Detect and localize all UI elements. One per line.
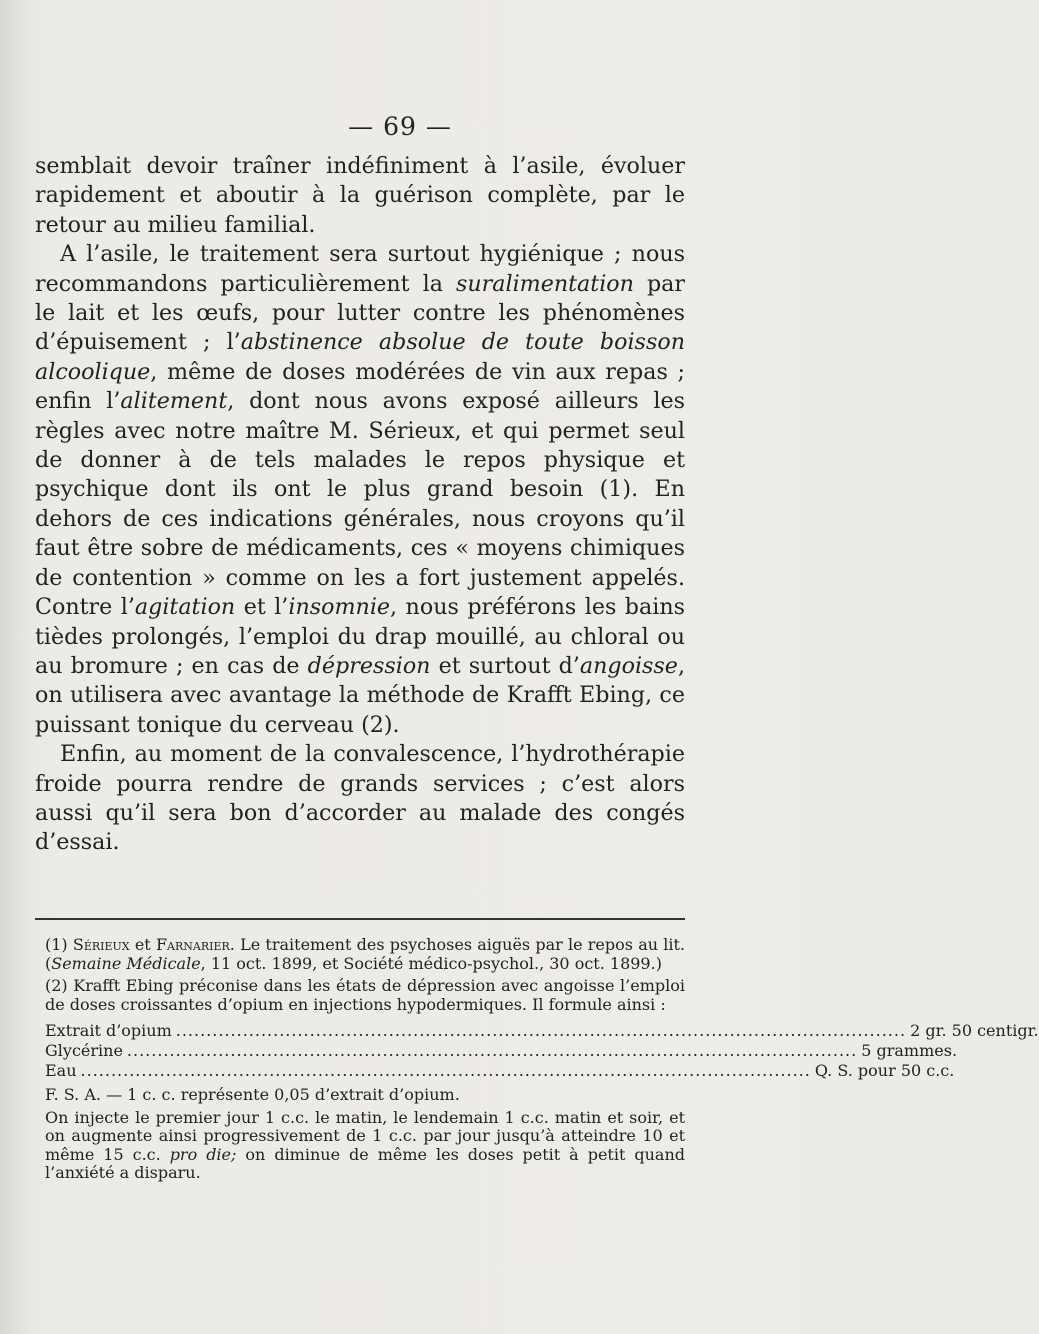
text-run: (2) Krafft Ebing préconise dans les états de dépression avec angoisse l’emploi de doses croissantes d’opium en injections hypodermiques. Il formule ainsi : [45, 976, 685, 1014]
ingredient-name: Extrait d’opium [45, 1021, 172, 1040]
italic-text: Semaine Médicale [51, 953, 201, 973]
text-run: Enfin, au moment de la convalescence, l’hydrothérapie froide pourra rendre de grands services ; c’est alors aussi qu’il sera bon d’accorder au malade des congés d’essai. [35, 741, 685, 856]
footnotes [45, 935, 1039, 1187]
text-run: . Le traitement des psychoses aiguës par le repos au lit. ( [45, 935, 685, 973]
formula-row [45, 1041, 958, 1062]
footnote [45, 1109, 685, 1183]
main-text [35, 152, 685, 858]
text-run: par le lait et les œufs, pour lutter contre les phénomènes d’épuisement ; l’ [35, 270, 686, 356]
italic-text: dépression [307, 652, 431, 679]
footnote-rule [35, 918, 685, 920]
formula-row [45, 1021, 1039, 1042]
author-name: Sérieux [72, 935, 130, 954]
formula-row [45, 1061, 955, 1082]
text-run: , on utilisera avec avantage la méthode de Krafft Ebing, ce puissant tonique du cerveau (2). [35, 652, 685, 738]
text-run: , dont nous avons exposé ailleurs les règles avec notre maître M. Sérieux, et qui permet seul de donner à de tels malades le repos physique et psychique dont ils ont le plus grand besoin (1). En dehors de ces indications générales, nous croyons qu’il faut être sobre de médicaments, ces « moyens chimiques de contention » comme on les a fort justement appelés. Contre l’ [35, 388, 685, 621]
italic-text: insomnie [288, 594, 391, 621]
leader-dots: ........................................................................................................................ [126, 1041, 858, 1060]
italic-text: angoisse [579, 652, 678, 679]
text-run: (1) [45, 935, 73, 954]
paragraph [35, 152, 685, 240]
text-run: et surtout d’ [430, 652, 580, 679]
author-name: Farnarier [155, 935, 230, 954]
leader-dots: ........................................................................................................................ [175, 1021, 907, 1040]
ingredient-name: Eau [45, 1061, 77, 1080]
text-run: On injecte le premier jour 1 c.c. le matin, le lendemain 1 c.c. matin et soir, et on augmente ainsi progressivement de 1 c.c. par jour jusqu’à atteindre 10 et même 15 c.c. [45, 1107, 685, 1164]
ingredient-name: Glycérine [45, 1041, 123, 1060]
ingredient-quantity: Q. S. pour 50 c.c. [814, 1061, 955, 1080]
ingredient-quantity: 5 grammes. [861, 1041, 958, 1060]
formula-note: F. S. A. — 1 c. c. représente 0,05 d’extrait d’opium. [45, 1085, 460, 1104]
text-run: semblait devoir traîner indéfiniment à l’asile, évoluer rapidement et aboutir à la guérison complète, par le retour au milieu familial. [35, 153, 685, 238]
italic-text: abstinence absolue de toute boisson alcoolique [35, 329, 685, 385]
footnote [45, 936, 685, 973]
footnote [45, 977, 685, 1014]
paragraph [35, 240, 685, 740]
prescription-formula [45, 1021, 1039, 1082]
text-run: , même de doses modérées de vin aux repas ; enfin l’ [35, 358, 685, 415]
text-run: , 11 oct. 1899, et Société médico-psychol., 30 oct. 1899.) [200, 953, 662, 973]
text-run: on diminue de même les doses petit à petit quand l’anxiété a disparu. [45, 1144, 686, 1182]
ingredient-quantity: 2 gr. 50 centigr. [910, 1021, 1039, 1040]
page-number: — 69 — [348, 112, 452, 141]
text-run: , nous préférons les bains tièdes prolongés, l’emploi du drap mouillé, au chloral ou au bromure ; en cas de [35, 594, 685, 679]
italic-text: pro die; [169, 1144, 237, 1164]
text-run: et l’ [235, 594, 289, 621]
italic-text: alitement [120, 388, 228, 415]
italic-text: suralimentation [455, 270, 634, 297]
text-run: A l’asile, le traitement sera surtout hygiénique ; nous recommandons particulièrement la [35, 241, 685, 297]
text-run: et [129, 935, 156, 954]
leader-dots: ........................................................................................................................ [80, 1061, 811, 1080]
italic-text: agitation [134, 594, 236, 621]
paragraph [35, 740, 685, 858]
